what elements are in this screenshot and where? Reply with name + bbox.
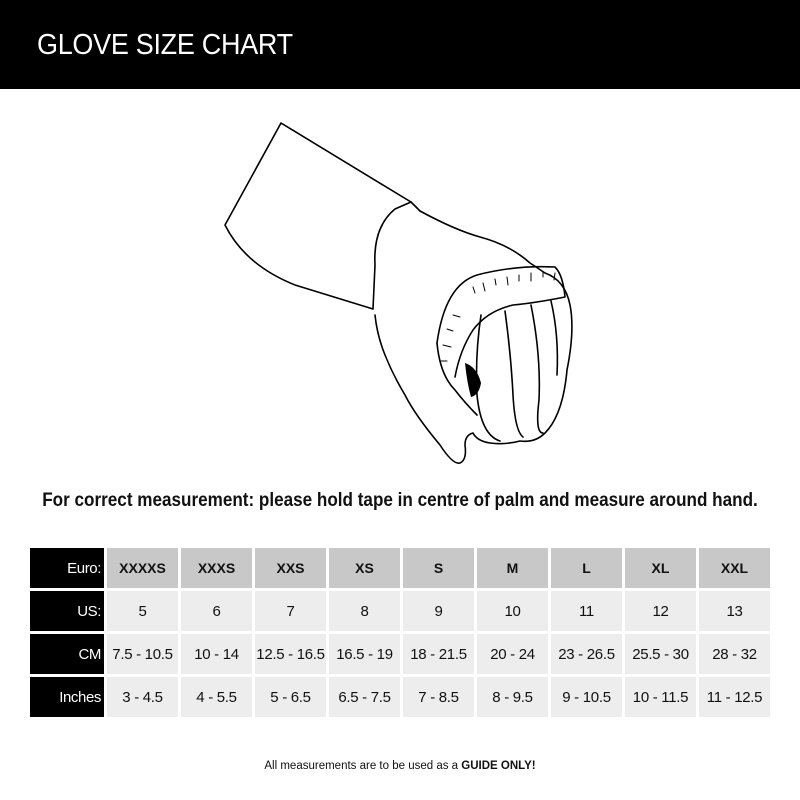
table-cell: 3 - 4.5 (107, 677, 178, 717)
table-cell: 12.5 - 16.5 (255, 634, 326, 674)
table-cell: 9 (403, 591, 474, 631)
table-cell: 6.5 - 7.5 (329, 677, 400, 717)
table-cell: 11 (551, 591, 622, 631)
size-label-cell: XL (625, 548, 696, 588)
table-cell: 10 (477, 591, 548, 631)
table-cell: 7.5 - 10.5 (107, 634, 178, 674)
row-header: Euro: (30, 548, 104, 588)
table-row (30, 634, 770, 674)
hand-measurement-illustration (215, 115, 585, 475)
table-cell: 28 - 32 (699, 634, 770, 674)
finger-little (551, 301, 557, 375)
table-cell: 5 (107, 591, 178, 631)
page-title: GLOVE SIZE CHART (37, 29, 293, 61)
table-cell: 13 (699, 591, 770, 631)
table-cell: 12 (625, 591, 696, 631)
size-label-cell: XXL (699, 548, 770, 588)
table-cell: 10 - 14 (181, 634, 252, 674)
size-label-cell: M (477, 548, 548, 588)
table-cell: 7 (255, 591, 326, 631)
table-cell: 25.5 - 30 (625, 634, 696, 674)
size-label-cell: XXXS (181, 548, 252, 588)
table-cell: 8 (329, 591, 400, 631)
table-cell: 16.5 - 19 (329, 634, 400, 674)
row-header: US: (30, 591, 104, 631)
table-cell: 7 - 8.5 (403, 677, 474, 717)
table-row (30, 591, 770, 631)
hand-outline (375, 211, 572, 463)
wrist-cuff (411, 202, 420, 211)
measuring-tape (437, 267, 565, 377)
disclaimer (0, 760, 800, 772)
table-cell: 5 - 6.5 (255, 677, 326, 717)
finger-index (477, 315, 501, 441)
row-header: CM (30, 634, 104, 674)
finger-middle (505, 311, 523, 437)
disclaimer-emphasis: GUIDE ONLY! (461, 760, 536, 772)
size-label-cell: XXS (255, 548, 326, 588)
disclaimer-text: All measurements are to be used as a (264, 760, 459, 772)
table-cell: 6 (181, 591, 252, 631)
size-label-cell: L (551, 548, 622, 588)
table-cell: 18 - 21.5 (403, 634, 474, 674)
table-cell: 9 - 10.5 (551, 677, 622, 717)
table-cell: 23 - 26.5 (551, 634, 622, 674)
finger-ring (531, 305, 543, 433)
table-cell: 8 - 9.5 (477, 677, 548, 717)
table-row (30, 677, 770, 717)
row-header: Inches (30, 677, 104, 717)
sleeve-outline (225, 123, 411, 309)
table-cell: 11 - 12.5 (699, 677, 770, 717)
table-cell: 20 - 24 (477, 634, 548, 674)
header-bar (0, 0, 800, 89)
table-row (30, 548, 770, 588)
measurement-instruction: For correct measurement: please hold tape in centre of palm and measure around hand. (42, 490, 758, 511)
size-label-cell: S (403, 548, 474, 588)
table-cell: 10 - 11.5 (625, 677, 696, 717)
size-label-cell: XXXXS (107, 548, 178, 588)
table-cell: 4 - 5.5 (181, 677, 252, 717)
size-label-cell: XS (329, 548, 400, 588)
size-table (27, 545, 773, 720)
thumb-tip-shadow (465, 363, 481, 397)
